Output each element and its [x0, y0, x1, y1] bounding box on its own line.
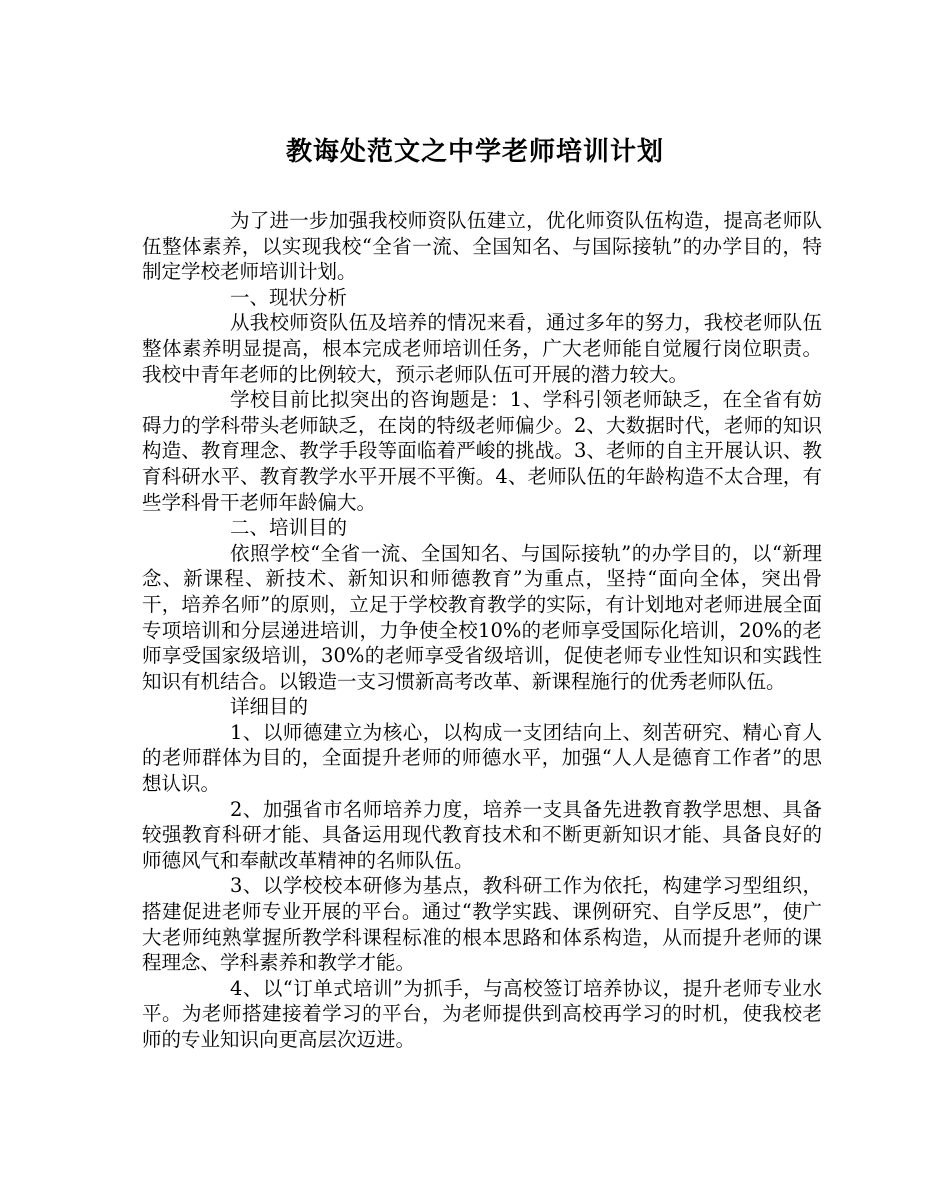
section-heading-goals: 二、培训目的: [230, 516, 348, 540]
document-body: [142, 208, 822, 1053]
paragraph-problems: 学校目前比拟突出的咨询题是：1、学科引领老师缺乏，在全省有妨碍力的学科带头老师缺乏，在岗的特级老师偏少。2、大数据时代，老师的知识构造、教育理念、教学手段等面临着严峻的挑战。3、老师的自主开展认识、教育科研水平、教育教学水平开展不平衡。4、老师队伍的年龄构造不太合理，有些学科骨干老师年龄偏大。: [142, 388, 822, 514]
paragraph-goal-3: 3、以学校校本研修为基点，教科研工作为依托，构建学习型组织，搭建促进老师专业开展的平台。通过“教学实践、课例研究、自学反思”，使广大老师纯熟掌握所教学科课程标准的根本思路和体系构造，从而提升老师的课程理念、学科素养和教学才能。: [142, 874, 822, 975]
paragraph-goal-4: 4、以“订单式培训”为抓手，与高校签订培养协议，提升老师专业水平。为老师搭建接着学习的平台，为老师提供到高校再学习的时机，使我校老师的专业知识向更高层次迈进。: [142, 976, 822, 1051]
paragraph-status: 从我校师资队伍及培养的情况来看，通过多年的努力，我校老师队伍整体素养明显提高，根本完成老师培训任务，广大老师能自觉履行岗位职责。我校中青年老师的比例较大，预示老师队伍可开展的潜力较大。: [142, 311, 822, 386]
paragraph-intro: 为了进一步加强我校师资队伍建立，优化师资队伍构造，提高老师队伍整体素养，以实现我校“全省一流、全国知名、与国际接轨”的办学目的，特制定学校老师培训计划。: [142, 209, 822, 284]
document-title: 教诲处范文之中学老师培训计划: [285, 137, 664, 167]
paragraph-goal-2: 2、加强省市名师培养力度，培养一支具备先进教育教学思想、具备较强教育科研才能、具备运用现代教育技术和不断更新知识才能、具备良好的师德风气和奉献改革精神的名师队伍。: [142, 797, 822, 872]
paragraph-goals: 依照学校“全省一流、全国知名、与国际接轨”的办学目的，以“新理念、新课程、新技术、新知识和师德教育”为重点，坚持“面向全体，突出骨干，培养名师”的原则，立足于学校教育教学的实际，有计划地对老师进展全面专项培训和分层递进培训，力争使全校10%的老师享受国际化培训，20%的老师享受国家级培训，30%的老师享受省级培训，促使老师专业性知识和实践性知识有机结合。以锻造一支习惯新高考改革、新课程施行的优秀老师队伍。: [142, 541, 822, 693]
paragraph-goal-1: 1、以师德建立为核心，以构成一支团结向上、刻苦研究、精心育人的老师群体为目的，全面提升老师的师德水平，加强“人人是德育工作者”的思想认识。: [142, 720, 822, 796]
section-heading-detailed-goals: 详细目的: [230, 695, 309, 719]
section-heading-status: 一、现状分析: [230, 285, 348, 309]
